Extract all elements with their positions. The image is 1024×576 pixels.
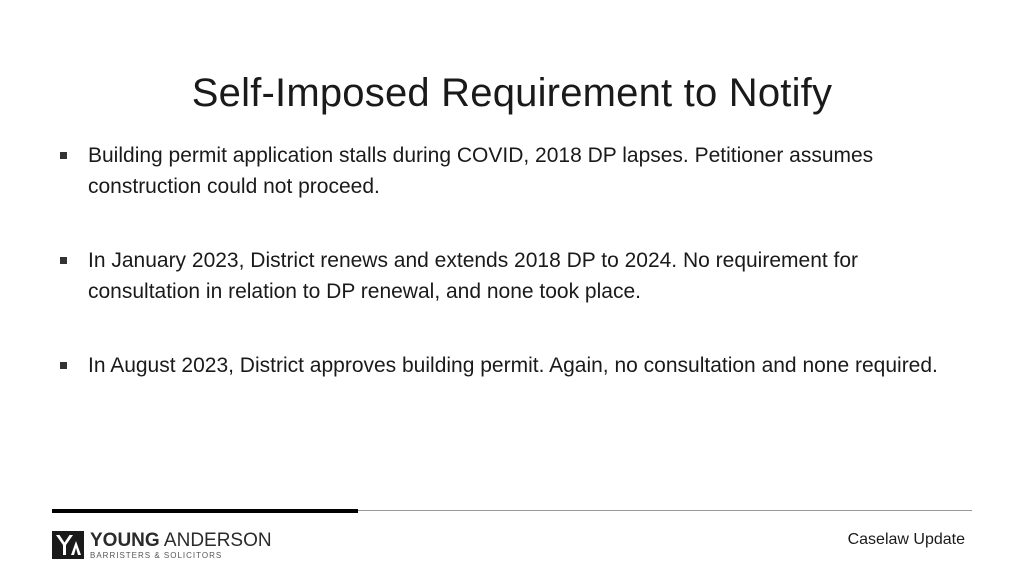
square-bullet-icon	[60, 362, 67, 369]
bullet-text: In August 2023, District approves building permit. Again, no consultation and none required.	[88, 354, 938, 377]
company-logo	[52, 530, 272, 560]
logo-name-bold: YOUNG	[90, 529, 160, 551]
square-bullet-icon	[60, 152, 67, 159]
bullet-text: In January 2023, District renews and extends 2018 DP to 2024. No requirement for consultation in relation to DP renewal, and none took place.	[88, 249, 859, 303]
logo-tagline: BARRISTERS & SOLICITORS	[90, 550, 223, 560]
footer-label: Caselaw Update	[847, 531, 965, 548]
logo-name-light: ANDERSON	[163, 529, 272, 551]
bullet-text: Building permit application stalls during COVID, 2018 DP lapses. Petitioner assumes construction could not proceed.	[88, 144, 874, 198]
logo-wordmark	[90, 531, 272, 560]
bullet-item	[58, 140, 958, 202]
ya-monogram-icon	[52, 531, 84, 559]
slide-title: Self-Imposed Requirement to Notify	[191, 70, 833, 115]
square-bullet-icon	[60, 257, 67, 264]
footer-accent-bar	[52, 509, 358, 513]
bullet-list	[58, 140, 958, 424]
bullet-item	[58, 245, 958, 307]
bullet-item	[58, 350, 958, 381]
